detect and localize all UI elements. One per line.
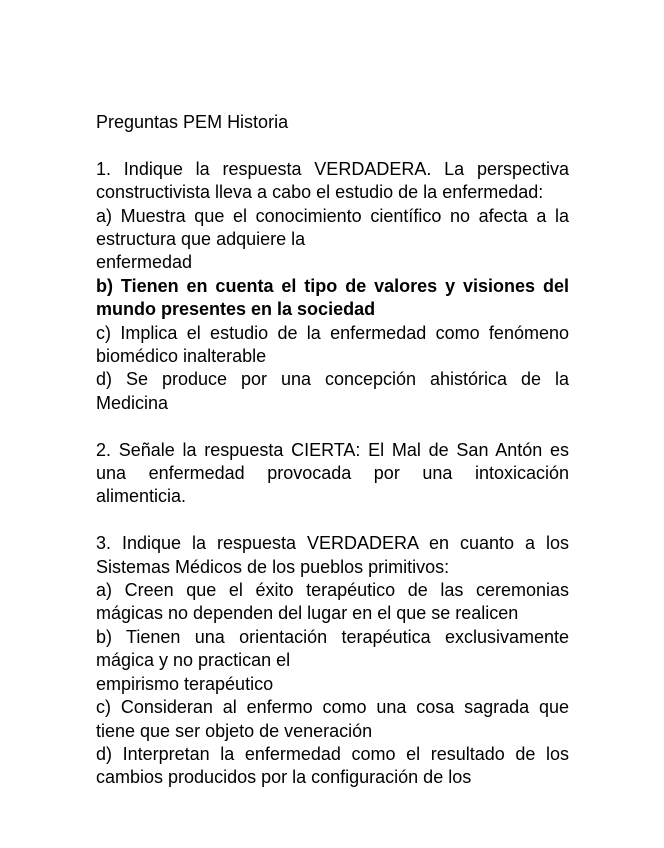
document-page	[96, 111, 569, 813]
question-1-option-b: b) Tienen en cuenta el tipo de valores y visiones del mundo presentes en la sociedad	[96, 275, 569, 320]
question-1-option-a-line-1: a) Muestra que el conocimiento científico no afecta a la estructura que adquiere la	[96, 205, 569, 250]
question-1-option-a-line-2: enfermedad	[96, 252, 193, 273]
question-1-option-a	[96, 205, 569, 275]
question-1-option-c: c) Implica el estudio de la enfermedad como fenómeno biomédico inalterable	[96, 322, 569, 367]
document-title: Preguntas PEM Historia	[96, 112, 289, 132]
question-3-option-a: a) Creen que el éxito terapéutico de las ceremonias mágicas no dependen del lugar en el que se realicen	[96, 580, 569, 624]
question-1-stem: 1. Indique la respuesta VERDADERA. La perspectiva constructivista lleva a cabo el estudio de la enfermedad:	[96, 158, 569, 203]
question-3	[96, 532, 569, 789]
question-2	[96, 439, 569, 509]
question-3-option-b-line-1: b) Tienen una orientación terapéutica exclusivamente mágica y no practican el	[96, 626, 569, 671]
question-3-option-d: d) Interpretan la enfermedad como el resultado de los cambios producidos por la configuración de los	[96, 743, 569, 788]
question-1	[96, 158, 569, 415]
question-1-option-d: d) Se produce por una concepción ahistórica de la Medicina	[96, 369, 569, 413]
question-3-option-c: c) Consideran al enfermo como una cosa sagrada que tiene que ser objeto de veneración	[96, 697, 569, 741]
question-3-stem: 3. Indique la respuesta VERDADERA en cuanto a los Sistemas Médicos de los pueblos primitivos:	[96, 533, 569, 577]
question-2-stem: 2. Señale la respuesta CIERTA: El Mal de San Antón es una enfermedad provocada por una intoxicación alimenticia.	[96, 439, 569, 507]
question-3-option-b	[96, 626, 569, 696]
question-3-option-b-line-2: empirismo terapéutico	[96, 673, 274, 694]
